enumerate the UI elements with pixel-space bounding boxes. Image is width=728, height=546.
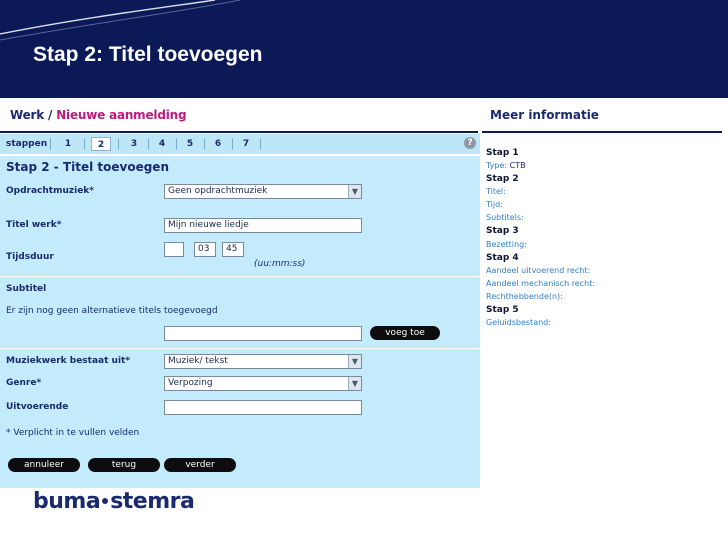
tijdsduur-label: Tijdsduur: [6, 252, 54, 262]
info-step-heading: Stap 3: [486, 226, 519, 236]
info-step-heading: Stap 2: [486, 174, 519, 184]
info-row[interactable]: Aandeel mechanisch recht:: [486, 279, 596, 288]
step-6[interactable]: 6: [214, 139, 222, 149]
divider: [232, 138, 233, 150]
info-row[interactable]: Aandeel uitvoerend recht:: [486, 266, 591, 275]
info-row[interactable]: Titel:: [486, 187, 506, 196]
breadcrumb-parent[interactable]: Werk: [10, 108, 45, 122]
divider: [0, 348, 480, 349]
tijdsduur-mm-input[interactable]: 03: [194, 242, 216, 257]
divider: [50, 138, 51, 150]
genre-value: Verpozing: [168, 378, 213, 388]
buma-stemra-logo: [33, 489, 194, 514]
tijdsduur-uu-input[interactable]: [164, 242, 184, 257]
divider: [0, 276, 480, 277]
step-2-active[interactable]: 2: [91, 137, 111, 151]
subtitel-label: Subtitel: [6, 284, 47, 294]
info-row-value: CTB: [507, 161, 526, 170]
genre-label: Genre*: [6, 378, 42, 388]
step-3[interactable]: 3: [130, 139, 138, 149]
info-row: [486, 161, 526, 170]
required-note: * Verplicht in te vullen velden: [6, 428, 140, 438]
title-banner: [0, 0, 728, 98]
help-icon[interactable]: ?: [464, 137, 476, 149]
opdrachtmuziek-label: Opdrachtmuziek*: [6, 186, 94, 196]
step-5[interactable]: 5: [186, 139, 194, 149]
opdrachtmuziek-value: Geen opdrachtmuziek: [168, 186, 268, 196]
muziekwerk-label: Muziekwerk bestaat uit*: [6, 356, 131, 366]
step-4[interactable]: 4: [158, 139, 166, 149]
muziekwerk-value: Muziek/ tekst: [168, 356, 228, 366]
voeg-toe-button[interactable]: voeg toe: [370, 326, 440, 340]
info-row[interactable]: Rechthebbende(n):: [486, 292, 563, 301]
info-step-heading: Stap 1: [486, 148, 519, 158]
form-panel: [0, 156, 480, 488]
info-panel-title: Meer informatie: [490, 108, 599, 122]
tijdsduur-hint: (uu:mm:ss): [254, 259, 306, 269]
info-row[interactable]: Subtitels:: [486, 213, 524, 222]
info-row[interactable]: Geluidsbestand:: [486, 318, 551, 327]
chevron-down-icon: ▼: [348, 185, 361, 198]
logo-text-left: buma: [33, 489, 101, 514]
divider: [260, 138, 261, 150]
info-step-heading: Stap 4: [486, 253, 519, 263]
divider: [148, 138, 149, 150]
app-screenshot: [0, 98, 728, 488]
info-row-label[interactable]: Type:: [486, 161, 508, 170]
chevron-down-icon: ▼: [348, 355, 361, 368]
breadcrumb-separator: /: [48, 108, 53, 122]
subtitel-input[interactable]: [164, 326, 362, 341]
info-step-heading: Stap 5: [486, 305, 519, 315]
chevron-down-icon: ▼: [348, 377, 361, 390]
uitvoerende-input[interactable]: [164, 400, 362, 415]
divider: [84, 138, 85, 150]
logo-text-right: stemra: [110, 489, 195, 514]
breadcrumb-current: Nieuwe aanmelding: [56, 108, 187, 122]
opdrachtmuziek-select[interactable]: [164, 184, 362, 199]
titel-werk-input[interactable]: Mijn nieuwe liedje: [164, 218, 362, 233]
divider: [482, 131, 722, 133]
step-1[interactable]: 1: [64, 139, 72, 149]
tijdsduur-ss-input[interactable]: 45: [222, 242, 244, 257]
verder-button[interactable]: verder: [164, 458, 236, 472]
terug-button[interactable]: terug: [88, 458, 160, 472]
annuleer-button[interactable]: annuleer: [8, 458, 80, 472]
info-row[interactable]: Tijd:: [486, 200, 503, 209]
info-row[interactable]: Bezetting:: [486, 240, 527, 249]
step-7[interactable]: 7: [242, 139, 250, 149]
slide-title: Stap 2: Titel toevoegen: [33, 43, 263, 66]
form-title: Stap 2 - Titel toevoegen: [6, 160, 169, 174]
breadcrumb: [10, 108, 186, 122]
divider: [204, 138, 205, 150]
muziekwerk-select[interactable]: [164, 354, 362, 369]
divider: [176, 138, 177, 150]
uitvoerende-label: Uitvoerende: [6, 402, 69, 412]
subtitel-empty-message: Er zijn nog geen alternatieve titels toegevoegd: [6, 306, 218, 316]
stepper-label: stappen: [6, 139, 48, 149]
divider: [0, 131, 478, 133]
genre-select[interactable]: [164, 376, 362, 391]
titel-werk-label: Titel werk*: [6, 220, 62, 230]
logo-dot: [102, 498, 108, 504]
stepper-bar: [0, 134, 480, 154]
divider: [118, 138, 119, 150]
